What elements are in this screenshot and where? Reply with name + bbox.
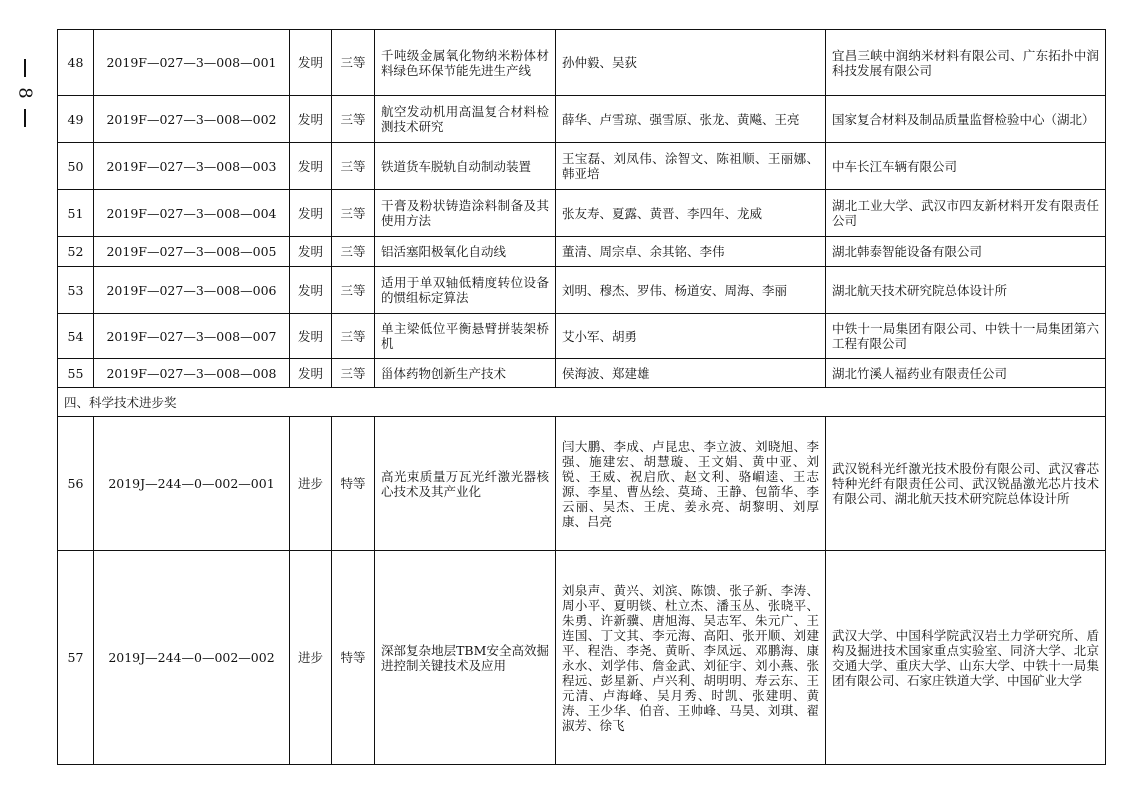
project-name: 深部复杂地层TBM安全高效掘进控制关键技术及应用 xyxy=(375,551,556,765)
row-index: 53 xyxy=(58,267,94,314)
award-type: 发明 xyxy=(290,237,332,267)
project-name: 适用于单双轴低精度转位设备的惯组标定算法 xyxy=(375,267,556,314)
project-name: 甾体药物创新生产技术 xyxy=(375,359,556,388)
team-members: 王宝磊、刘凤伟、涂智文、陈祖顺、王丽娜、韩亚培 xyxy=(556,143,826,190)
team-members: 艾小军、胡勇 xyxy=(556,314,826,359)
organizations: 宜昌三峡中润纳米材料有限公司、广东拓扑中润科技发展有限公司 xyxy=(826,30,1106,96)
project-name: 干膏及粉状铸造涂料制备及其使用方法 xyxy=(375,190,556,237)
award-type: 进步 xyxy=(290,417,332,551)
award-grade: 三等 xyxy=(332,143,375,190)
team-members: 董清、周宗卓、余其铭、李伟 xyxy=(556,237,826,267)
row-index: 55 xyxy=(58,359,94,388)
section-title: 四、科学技术进步奖 xyxy=(58,388,1106,417)
project-code: 2019J—244—0—002—002 xyxy=(94,551,290,765)
table-row xyxy=(58,417,1106,551)
organizations: 湖北工业大学、武汉市四友新材料开发有限责任公司 xyxy=(826,190,1106,237)
project-name: 高光束质量万瓦光纤激光器核心技术及其产业化 xyxy=(375,417,556,551)
team-members: 张友寿、夏露、黄晋、李四年、龙威 xyxy=(556,190,826,237)
award-grade: 三等 xyxy=(332,237,375,267)
project-code: 2019F—027—3—008—003 xyxy=(94,143,290,190)
table-row xyxy=(58,267,1106,314)
organizations: 湖北竹溪人福药业有限责任公司 xyxy=(826,359,1106,388)
row-index: 56 xyxy=(58,417,94,551)
award-type: 发明 xyxy=(290,30,332,96)
table-row xyxy=(58,143,1106,190)
page-number-dash-bottom xyxy=(24,109,26,127)
award-grade: 特等 xyxy=(332,417,375,551)
organizations: 武汉锐科光纤激光技术股份有限公司、武汉睿芯特种光纤有限责任公司、武汉锐晶激光芯片技术有限公司、湖北航天技术研究院总体设计所 xyxy=(826,417,1106,551)
table-row xyxy=(58,314,1106,359)
page-number-value: 8 xyxy=(14,87,36,99)
project-code: 2019F—027—3—008—006 xyxy=(94,267,290,314)
project-code: 2019F—027—3—008—005 xyxy=(94,237,290,267)
row-index: 57 xyxy=(58,551,94,765)
project-name: 铁道货车脱轨自动制动装置 xyxy=(375,143,556,190)
row-index: 51 xyxy=(58,190,94,237)
table-row xyxy=(58,96,1106,143)
organizations: 中车长江车辆有限公司 xyxy=(826,143,1106,190)
team-members: 闫大鹏、李成、卢昆忠、李立波、刘晓旭、李强、施建宏、胡慧璇、王文娟、黄中亚、刘锐、王威、祝启欣、赵文利、骆嵋逵、王志源、李星、曹丛绘、莫琦、王静、包箭华、李云丽、吴杰、王虎、姜永亮、胡黎明、刘厚康、吕亮 xyxy=(556,417,826,551)
award-type: 发明 xyxy=(290,267,332,314)
award-type: 进步 xyxy=(290,551,332,765)
organizations: 国家复合材料及制品质量监督检验中心（湖北） xyxy=(826,96,1106,143)
team-members: 薛华、卢雪琼、强雪原、张龙、黄飚、王亮 xyxy=(556,96,826,143)
rows-after-section xyxy=(58,417,1106,765)
table-row xyxy=(58,551,1106,765)
award-grade: 三等 xyxy=(332,267,375,314)
project-name: 千吨级金属氧化物纳米粉体材料绿色环保节能先进生产线 xyxy=(375,30,556,96)
award-grade: 三等 xyxy=(332,314,375,359)
rows-before-section xyxy=(58,30,1106,388)
organizations: 湖北航天技术研究院总体设计所 xyxy=(826,267,1106,314)
award-grade: 三等 xyxy=(332,359,375,388)
table-row xyxy=(58,190,1106,237)
page-number xyxy=(12,56,38,130)
award-type: 发明 xyxy=(290,359,332,388)
table-row xyxy=(58,237,1106,267)
project-code: 2019F—027—3—008—008 xyxy=(94,359,290,388)
row-index: 50 xyxy=(58,143,94,190)
project-code: 2019F—027—3—008—004 xyxy=(94,190,290,237)
project-name: 航空发动机用高温复合材料检测技术研究 xyxy=(375,96,556,143)
row-index: 48 xyxy=(58,30,94,96)
award-type: 发明 xyxy=(290,314,332,359)
section-header xyxy=(58,388,1106,417)
award-grade: 三等 xyxy=(332,30,375,96)
team-members: 刘明、穆杰、罗伟、杨道安、周海、李丽 xyxy=(556,267,826,314)
project-name: 铝活塞阳极氧化自动线 xyxy=(375,237,556,267)
organizations: 武汉大学、中国科学院武汉岩土力学研究所、盾构及掘进技术国家重点实验室、同济大学、北京交通大学、重庆大学、山东大学、中铁十一局集团有限公司、石家庄铁道大学、中国矿业大学 xyxy=(826,551,1106,765)
row-index: 52 xyxy=(58,237,94,267)
project-code: 2019F—027—3—008—007 xyxy=(94,314,290,359)
award-grade: 三等 xyxy=(332,96,375,143)
table-row xyxy=(58,359,1106,388)
team-members: 侯海波、郑建雄 xyxy=(556,359,826,388)
project-name: 单主梁低位平衡悬臂拼装架桥机 xyxy=(375,314,556,359)
award-type: 发明 xyxy=(290,96,332,143)
row-index: 49 xyxy=(58,96,94,143)
award-grade: 特等 xyxy=(332,551,375,765)
table-row xyxy=(58,30,1106,96)
team-members: 刘泉声、黄兴、刘滨、陈馈、张子新、李涛、周小平、夏明锬、杜立杰、潘玉丛、张晓平、朱勇、许新骥、唐旭海、吴志军、朱元广、王连国、丁文其、李元海、高阳、张开顺、刘建平、程浩、李尧、黄昕、李凤远、邓鹏海、康永水、刘学伟、詹金武、刘征宇、刘小燕、张程远、彭星新、卢兴利、胡明明、寿云东、王元清、卢海峰、吴月秀、时凯、张建明、黄涛、王少华、伯音、王帅峰、马昊、刘琪、翟淑芳、徐飞 xyxy=(556,551,826,765)
project-code: 2019J—244—0—002—001 xyxy=(94,417,290,551)
organizations: 中铁十一局集团有限公司、中铁十一局集团第六工程有限公司 xyxy=(826,314,1106,359)
award-type: 发明 xyxy=(290,190,332,237)
organizations: 湖北韩泰智能设备有限公司 xyxy=(826,237,1106,267)
award-grade: 三等 xyxy=(332,190,375,237)
row-index: 54 xyxy=(58,314,94,359)
award-type: 发明 xyxy=(290,143,332,190)
awards-table xyxy=(57,29,1106,765)
project-code: 2019F—027—3—008—002 xyxy=(94,96,290,143)
project-code: 2019F—027—3—008—001 xyxy=(94,30,290,96)
page-number-dash-top xyxy=(24,59,26,77)
team-members: 孙仲毅、吴荻 xyxy=(556,30,826,96)
